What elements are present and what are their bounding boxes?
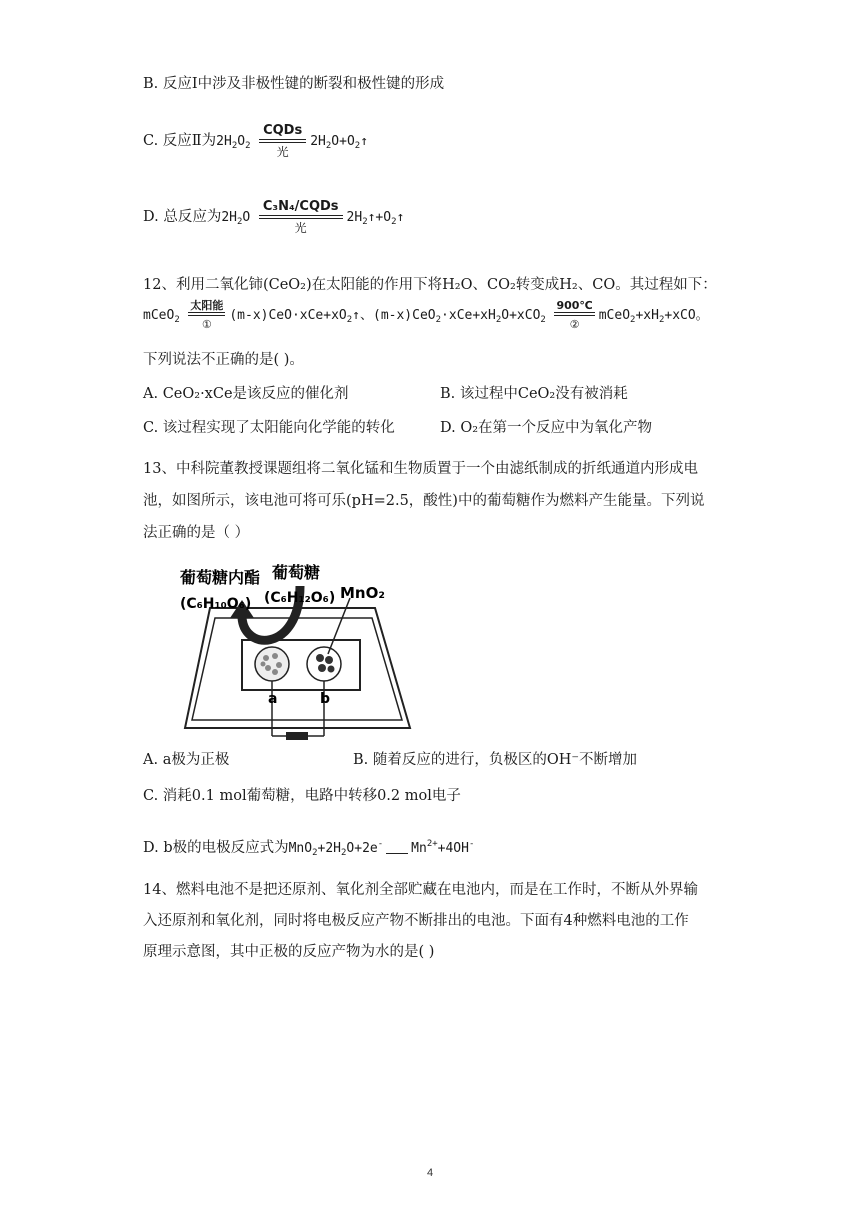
label-gluconolactone: 葡萄糖内酯: [180, 568, 261, 587]
q14-stem-line3: 原理示意图，其中正极的反应产物为水的是( ): [143, 944, 435, 960]
q11-option-c-label: C. 反应Ⅱ为: [143, 133, 217, 149]
q12-question: 下列说法不正确的是( )。: [143, 352, 304, 368]
q13-option-d: D. b极的电极反应式为$MnO_2+2H_2O+2e^-$ $Mn^{2+}+4OH^-$: [143, 839, 475, 858]
reaction-condition-solar: 太阳能 ①: [190, 299, 224, 331]
q12-option-c: C. 该过程实现了太阳能向化学能的转化: [143, 420, 395, 436]
q13-stem-line2: 池，如图所示，该电池可将可乐(pH=2.5，酸性)中的葡萄糖作为燃料产生能量。下列说: [143, 493, 705, 509]
q14-stem-line1: 14、燃料电池不是把还原剂、氧化剂全部贮藏在电池内，而是在工作时，不断从外界输: [143, 882, 698, 898]
label-gluconolactone-formula: (C₆H₁₀O₆): [180, 596, 252, 612]
q13-option-b: B. 随着反应的进行，负极区的OH⁻不断增加: [353, 752, 638, 768]
q12-stem: 12、利用二氧化铈(CeO₂)在太阳能的作用下将H₂O、CO₂转变成H₂、CO。其过程如下：: [143, 277, 717, 293]
q12-equations: mCeO$_2$ 太阳能 ① $(m-x)CeO\cdot xCe+xO_2↑$、$(m-x)CeO_2\cdot xCe+xH_2O+xCO_2$ 900℃ ② $mCeO_2+xH_2+xCO$。: [143, 299, 709, 331]
page-number: 4: [426, 1167, 434, 1179]
reaction-condition-cqds: CQDs 光: [259, 124, 306, 158]
q12-option-a: A. CeO₂·xCe是该反应的催化剂: [143, 386, 349, 402]
q11-option-b: B. 反应Ⅰ中涉及非极性键的断裂和极性键的形成: [143, 76, 445, 92]
q11-option-c: C. 反应Ⅱ为$2H_2O_2$ CQDs 光 $2H_2O+O_2↑$: [143, 123, 369, 159]
q13-option-a: A. a极为正极: [143, 752, 230, 768]
label-b: b: [320, 691, 331, 707]
q11-option-d-label: D. 总反应为: [143, 209, 222, 225]
q12-option-d: D. O₂在第一个反应中为氧化产物: [440, 420, 653, 436]
q13-stem-line1: 13、中科院董教授课题组将二氧化锰和生物质置于一个由滤纸制成的折纸通道内形成电: [143, 461, 698, 477]
label-glucose: 葡萄糖: [272, 563, 321, 582]
label-mno2: MnO₂: [340, 584, 385, 602]
label-a: a: [268, 691, 278, 707]
q13-stem-line3: 法正确的是（ ）: [143, 525, 250, 541]
electrode-a: [255, 647, 289, 681]
reaction-condition-900c: 900℃ ②: [556, 299, 593, 331]
label-glucose-formula: (C₆H₁₂O₆): [264, 590, 336, 606]
q11-option-d: D. 总反应为$2H_2O$ C₃N₄/CQDs 光 $2H_2↑+O_2↑$: [143, 199, 405, 235]
q14-stem-line2: 入还原剂和氧化剂，同时将电极反应产物不断排出的电池。下面有4种燃料电池的工作: [143, 913, 689, 929]
load-resistor: [286, 732, 308, 740]
electrode-b: [307, 647, 341, 681]
q12-option-b: B. 该过程中CeO₂没有被消耗: [440, 386, 628, 402]
battery-diagram: [180, 558, 420, 748]
q13-option-c: C. 消耗0.1 mol葡萄糖，电路中转移0.2 mol电子: [143, 788, 461, 804]
reaction-condition-c3n4-cqds: C₃N₄/CQDs 光: [259, 200, 343, 234]
